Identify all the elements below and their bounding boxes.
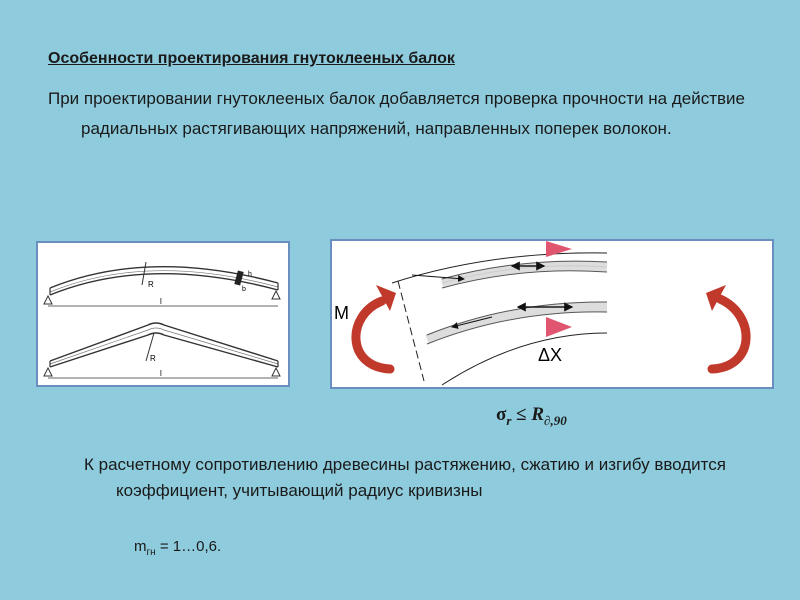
formula-R: R [531, 404, 545, 425]
label-l-bottom: l [160, 369, 162, 378]
coefficient-symbol: m [134, 538, 147, 555]
coefficient-value [134, 538, 221, 558]
svg-text:h: h [248, 271, 252, 278]
curved-beams-drawing [38, 243, 288, 385]
beam-inner-arc [442, 333, 607, 385]
intro-paragraph: При проектировании гнутоклееных балок добавляется проверка прочности на действие радиальных растягивающих напряжений, направленных поперек волокон. [48, 89, 745, 138]
curved-beam-top [50, 267, 278, 288]
formula-operator: ≤ [511, 404, 532, 425]
support-left-top [44, 296, 52, 304]
svg-text:b: b [242, 286, 246, 293]
curved-beams-diagram [36, 241, 290, 387]
support-right-top [272, 291, 280, 299]
label-delta-x: ΔX [538, 345, 563, 365]
moment-arrow-right [712, 299, 746, 369]
slide-title: Особенности проектирования гнутоклееных балок [48, 50, 455, 67]
moment-arrow-left [356, 301, 390, 369]
stress-triangle-bottom [546, 317, 572, 337]
support-right-bottom [272, 368, 280, 376]
radial-stress-drawing [332, 241, 772, 387]
label-R-bottom: R [150, 354, 156, 363]
formula-sigma: σ [496, 404, 507, 425]
stress-triangle-top [546, 241, 572, 257]
formula-sigma-sub: r [506, 412, 512, 428]
coefficient-range: = 1…0,6. [155, 538, 222, 555]
coefficient-paragraph: К расчетному сопротивлению древесины растяжению, сжатию и изгибу вводится коэффициент, учитывающий радиус кривизны [84, 455, 726, 500]
label-R-top: R [148, 280, 154, 289]
coefficient-subscript: гн [146, 547, 156, 558]
strength-check-formula [496, 404, 567, 429]
support-left-bottom [44, 368, 52, 376]
formula-R-sub: ∂,90 [544, 412, 567, 428]
radial-stress-diagram [330, 239, 774, 389]
label-moment: M [334, 303, 349, 323]
label-l-top: l [160, 297, 162, 306]
